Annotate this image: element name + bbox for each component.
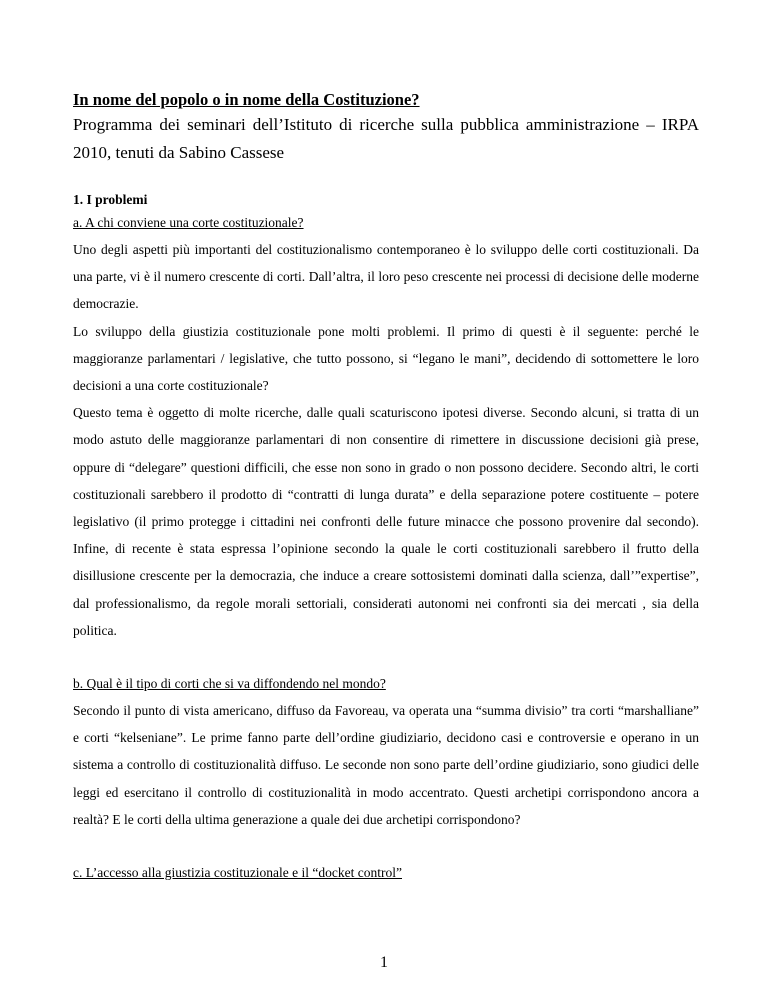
section-heading: 1. I problemi [73,192,148,207]
document-page [73,89,699,886]
paragraph: Uno degli aspetti più importanti del costituzionalismo contemporaneo è lo sviluppo delle corti costituzionali. Da una parte, vi è il numero crescente di corti. Dall’altra, il loro peso crescente nei processi di decisione delle moderne democrazie. [73,242,699,312]
paragraph: Secondo il punto di vista americano, diffuso da Favoreau, va operata una “summa divisio” tra corti “marshalliane” e corti “kelseniane”. Le prime fanno parte dell’ordine giudiziario, decidono casi e controversie e operano in un sistema a controllo di costituzionalità diffuso. Le seconde non sono parte dell’ordine giudiziario, sono giudici delle leggi ed esercitano il controllo di costituzionalità in modo accentrato. Questi archetipi corrispondono ancora a realtà? E le corti della ultima generazione a quale dei due archetipi corrispondono? [73,703,699,827]
subsection-heading-a: a. A chi conviene una corte costituzionale? [73,215,304,230]
spacer [73,644,699,671]
document-title: In nome del popolo o in nome della Costituzione? [73,90,420,109]
paragraph: Questo tema è oggetto di molte ricerche, dalle quali scaturiscono ipotesi diverse. Secondo alcuni, si tratta di un modo astuto delle maggioranze parlamentari di non consentire di rimettere in discussione decisioni già prese, oppure di “delegare” questioni difficili, che esse non sono in grado o non possono decidere. Secondo altri, le corti costituzionali sarebbero il prodotto di “contratti di lunga durata” e della separazione potere costituente – potere legislativo (il primo protegge i cittadini nei confronti delle future minacce che possono provenire dal secondo). Infine, di recente è stata espressa l’opinione secondo la quale le corti costituzionali sarebbero il frutto della disillusione crescente per la democrazia, che induce a creare sottosistemi dominati dalla scienza, dall’”expertise”, dal professionalismo, da regole morali settoriali, considerati autonomi nei confronti sia dei mercati , sia della politica. [73,405,699,638]
paragraph: Lo sviluppo della giustizia costituzionale pone molti problemi. Il primo di questi è il seguente: perché le maggioranze parlamentari / legislative, che tutto possono, si “legano le mani”, decidendo di sottomettere le loro decisioni a una corte costituzionale? [73,323,699,394]
document-subtitle: Programma dei seminari dell’Istituto di ricerche sulla pubblica amministrazione – IRPA 2010, tenuti da Sabino Cassese [73,115,699,162]
subsection-heading-c: c. L’accesso alla giustizia costituzionale e il “docket control” [73,865,402,881]
page-number: 1 [380,954,388,971]
spacer [73,833,699,860]
subsection-heading-b: b. Qual è il tipo di corti che si va diffondendo nel mondo? [73,676,386,692]
